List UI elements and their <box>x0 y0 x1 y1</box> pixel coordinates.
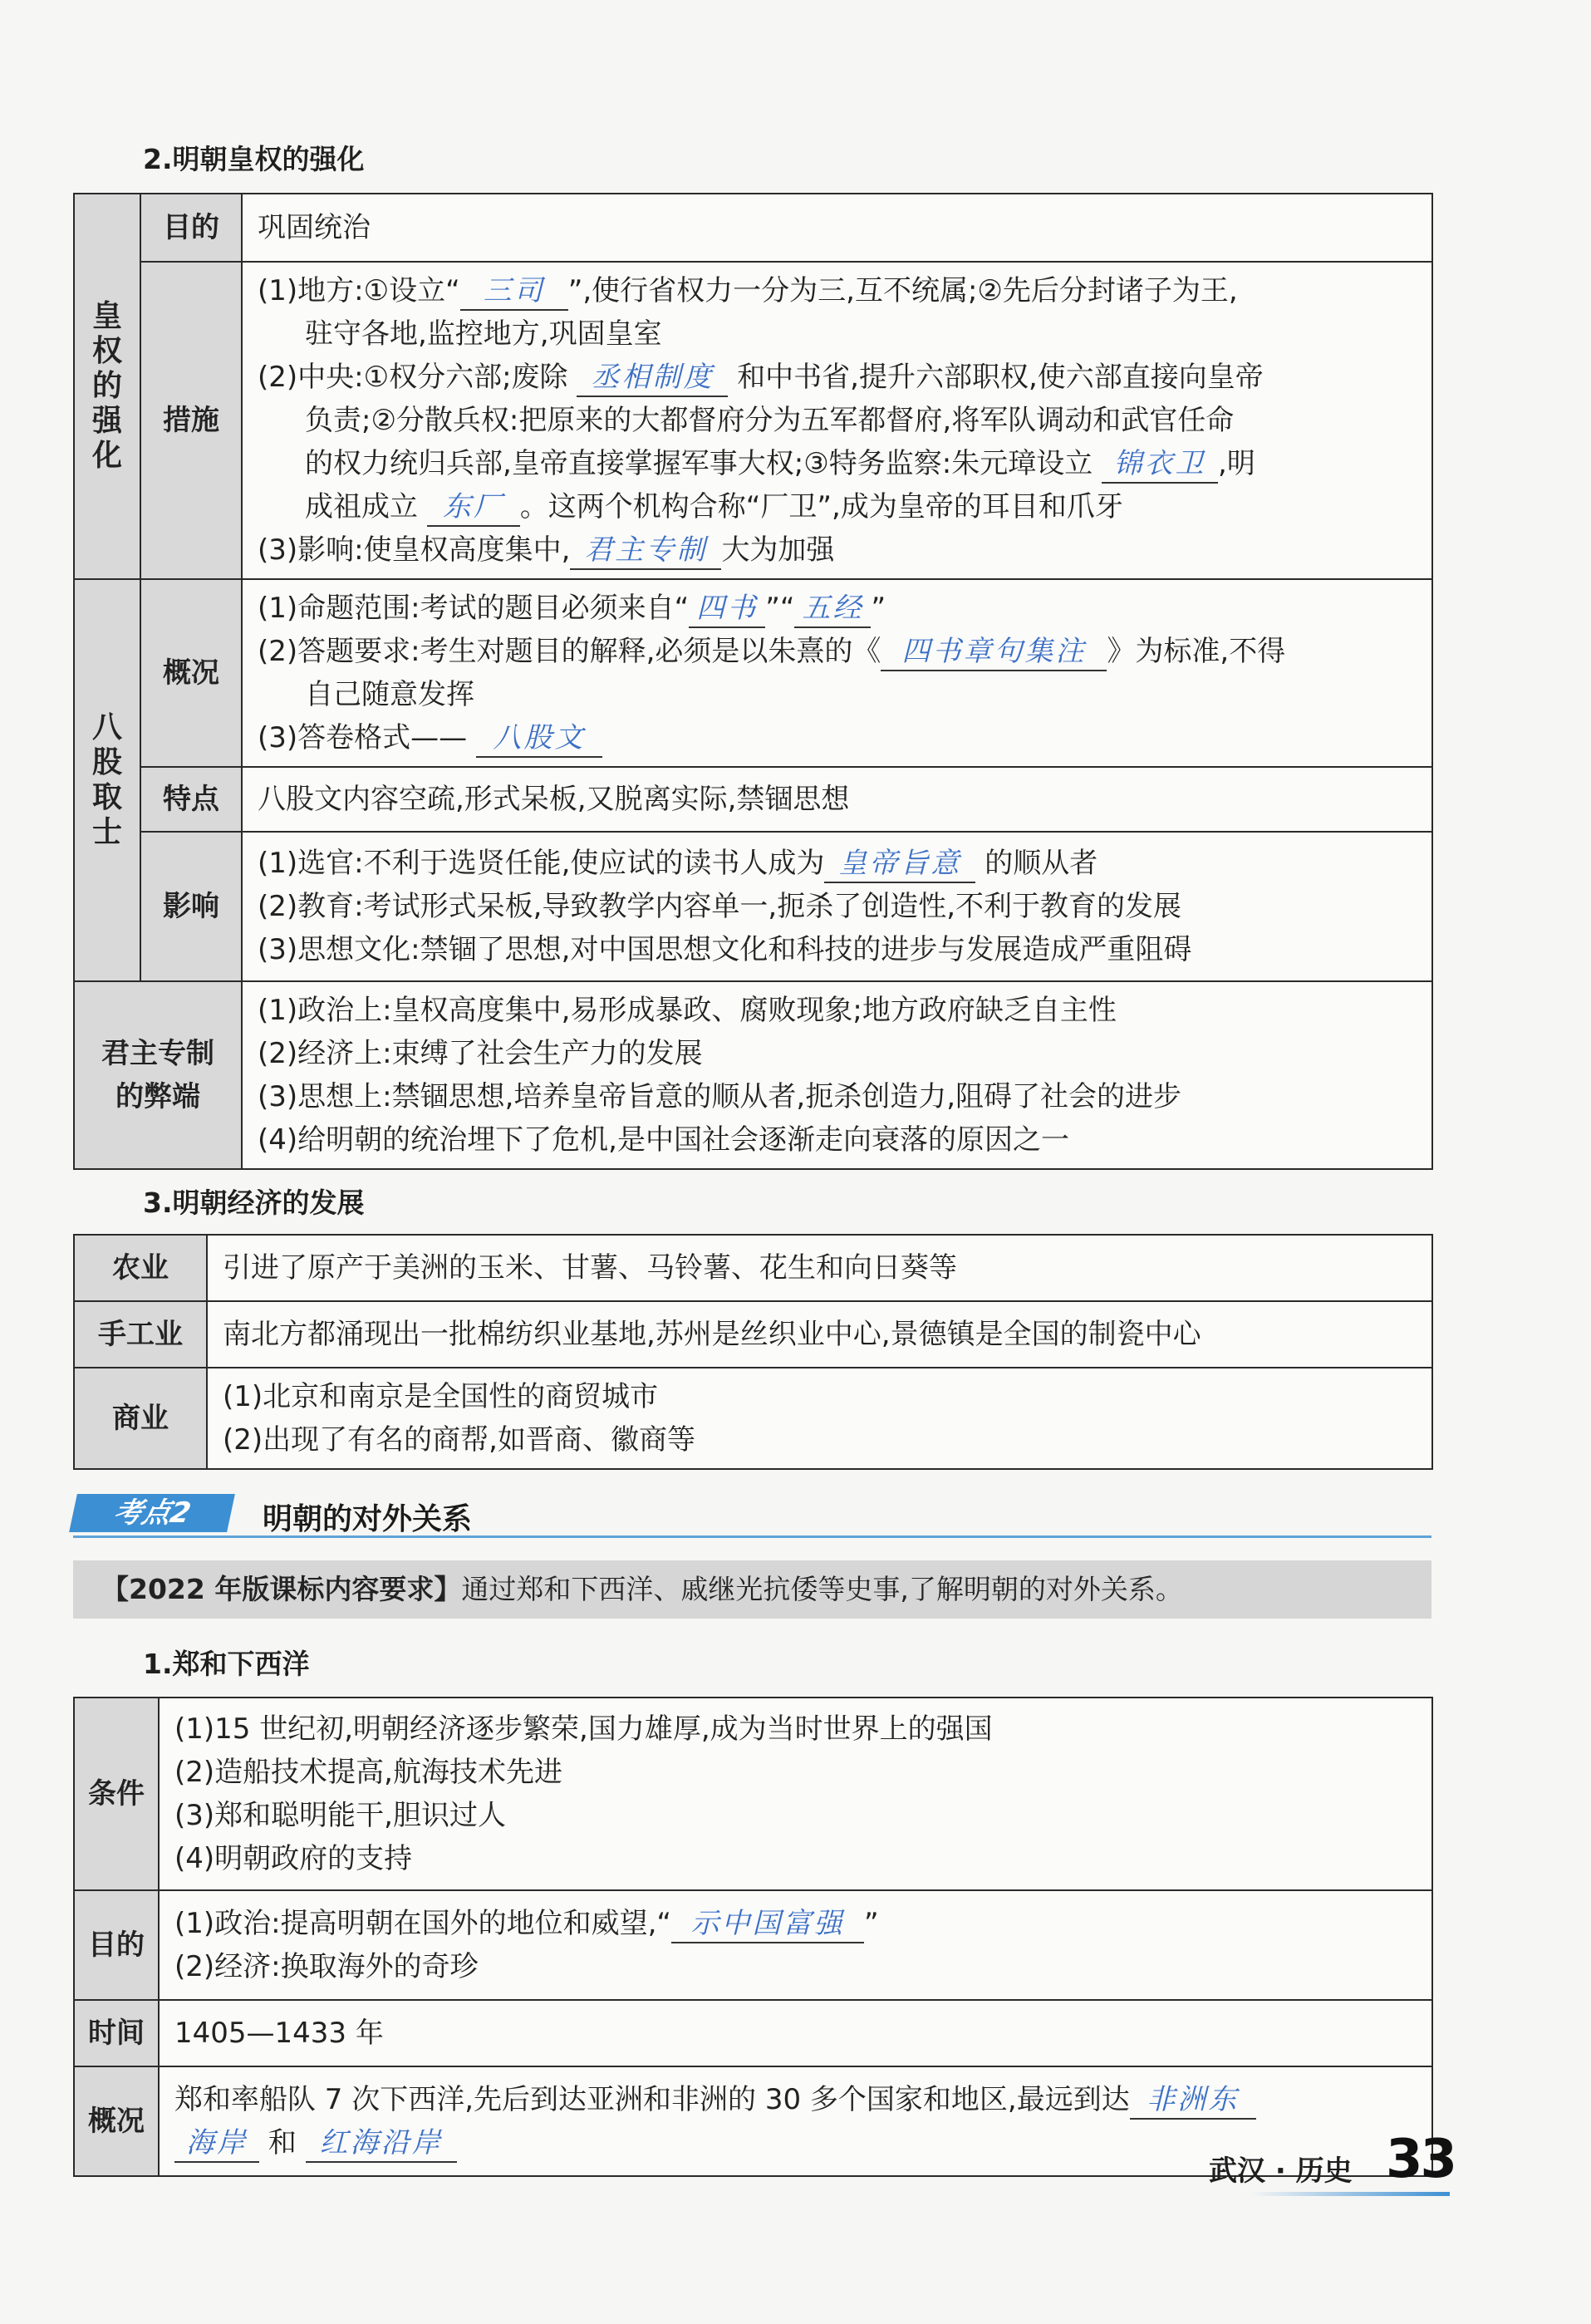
answer-blank: 皇帝旨意 <box>824 845 975 883</box>
zh-purpose-cell: (1)政治:提高明朝在国外的地位和威望,“ 示中国富强 ” (2)经济:换取海外的奇珍 <box>159 1890 1432 2000</box>
row-label-commerce: 商业 <box>74 1368 207 1469</box>
topic-header <box>73 1494 1431 1538</box>
answer-blank: 八股文 <box>476 720 602 758</box>
answer-blank: 君主专制 <box>570 532 721 570</box>
row-label-autocracy-drawbacks: 君主专制 的弊端 <box>74 981 242 1169</box>
agriculture-text: 引进了原产于美洲的玉米、甘薯、马铃薯、花生和向日葵等 <box>207 1235 1432 1301</box>
answer-blank: 五经 <box>794 590 871 628</box>
topic-title: 明朝的对外关系 <box>263 1502 473 1536</box>
answer-blank: 非洲东 <box>1130 2081 1256 2120</box>
answer-blank: 红海沿岸 <box>306 2125 457 2163</box>
section-title-zheng-he: 1.郑和下西洋 <box>143 1648 310 1680</box>
row-label-time: 时间 <box>74 2000 159 2066</box>
row-label-handicraft: 手工业 <box>74 1301 207 1368</box>
overview-cell: (1)命题范围:考试的题目必须来自“ 四书 ”“ 五经 ” (2)答题要求:考生对题目的解释,必须是以朱熹的《 四书章句集注 》为标准,不得 自己随意发挥 (3)答卷格式—— 八股文 <box>242 579 1432 767</box>
row-label-features: 特点 <box>140 767 242 832</box>
row-label-conditions: 条件 <box>74 1698 159 1890</box>
royal-power-table <box>73 193 1433 1170</box>
answer-blank: 东厂 <box>427 489 520 527</box>
answer-blank: 四书 <box>689 590 765 628</box>
commerce-cell: (1)北京和南京是全国性的商贸城市 (2)出现了有名的商帮,如晋商、徽商等 <box>207 1368 1432 1469</box>
impact-cell: (1)选官:不利于选贤任能,使应试的读书人成为 皇帝旨意 的顺从者 (2)教育:考试形式呆板,导致教学内容单一,扼杀了创造性,不利于教育的发展 (3)思想文化:禁锢了思想,对中国思想文化和科技的进步与发展造成严重阻碍 <box>242 832 1432 981</box>
answer-blank: 丞相制度 <box>577 359 728 397</box>
measures-cell: (1)地方:①设立“ 三司 ”,使行省权力一分为三,互不统属;②先后分封诸子为王, 驻守各地,监控地方,巩固皇室 (2)中央:①权分六部;废除 丞相制度 和中书省,提升六部职权,使六部直接向皇帝 负责;②分散兵权:把原来的大都督府分为五军都督府,将军队调动和武官任命 的权力统归兵部,皇帝直接掌握军事大权;③特务监察:朱元璋设立 锦衣卫 ,明 成祖成立 东厂 。这两个机构合称“厂卫”,成为皇帝的耳目和爪牙 (3)影响:使皇权高度集中, 君主专制 大为加强 <box>242 262 1432 579</box>
answer-blank: 锦衣卫 <box>1102 445 1218 484</box>
group-label-eight-legged: 八 股 取 士 <box>74 579 140 981</box>
time-text: 1405—1433 年 <box>159 2000 1432 2066</box>
group-label-royal-power: 皇 权 的 强 化 <box>74 194 140 579</box>
row-label-purpose: 目的 <box>140 194 242 262</box>
answer-blank: 四书章句集注 <box>881 633 1107 671</box>
features-text: 八股文内容空疏,形式呆板,又脱离实际,禁锢思想 <box>242 767 1432 832</box>
topic-tag: 考点2 <box>69 1494 235 1532</box>
zh-overview-cell: 郑和率船队 7 次下西洋,先后到达亚洲和非洲的 30 多个国家和地区,最远到达 非洲东 海岸 和 红海沿岸 <box>159 2066 1432 2176</box>
row-label-zh-purpose: 目的 <box>74 1890 159 2000</box>
footer-label: 武汉 · 历史 <box>1209 2154 1353 2188</box>
answer-blank: 三司 <box>460 273 568 311</box>
row-label-measures: 措施 <box>140 262 242 579</box>
page-number: 33 <box>1386 2129 1456 2190</box>
curriculum-requirement <box>73 1560 1431 1619</box>
handicraft-text: 南北方都涌现出一批棉纺织业基地,苏州是丝织业中心,景德镇是全国的制瓷中心 <box>207 1301 1432 1368</box>
economy-table <box>73 1234 1433 1470</box>
drawbacks-cell: (1)政治上:皇权高度集中,易形成暴政、腐败现象;地方政府缺乏自主性 (2)经济上:束缚了社会生产力的发展 (3)思想上:禁锢思想,培养皇帝旨意的顺从者,扼杀创造力,阻碍了社会的进步 (4)给明朝的统治埋下了危机,是中国社会逐渐走向衰落的原因之一 <box>242 981 1432 1169</box>
section-title-royal-power: 2.明朝皇权的强化 <box>143 143 365 175</box>
conditions-cell: (1)15 世纪初,明朝经济逐步繁荣,国力雄厚,成为当时世界上的强国 (2)造船技术提高,航海技术先进 (3)郑和聪明能干,胆识过人 (4)明朝政府的支持 <box>159 1698 1432 1890</box>
row-label-agriculture: 农业 <box>74 1235 207 1301</box>
footer-rule <box>1250 2192 1450 2196</box>
answer-blank: 海岸 <box>174 2125 259 2163</box>
section-title-economy: 3.明朝经济的发展 <box>143 1187 365 1219</box>
requirement-label: 【2022 年版课标内容要求】 <box>101 1573 462 1605</box>
answer-blank: 示中国富强 <box>671 1905 864 1943</box>
requirement-text: 通过郑和下西洋、戚继光抗倭等史事,了解明朝的对外关系。 <box>461 1573 1183 1605</box>
row-label-overview: 概况 <box>140 579 242 767</box>
purpose-text: 巩固统治 <box>242 194 1432 262</box>
row-label-impact: 影响 <box>140 832 242 981</box>
zheng-he-table <box>73 1697 1433 2177</box>
row-label-zh-overview: 概况 <box>74 2066 159 2176</box>
